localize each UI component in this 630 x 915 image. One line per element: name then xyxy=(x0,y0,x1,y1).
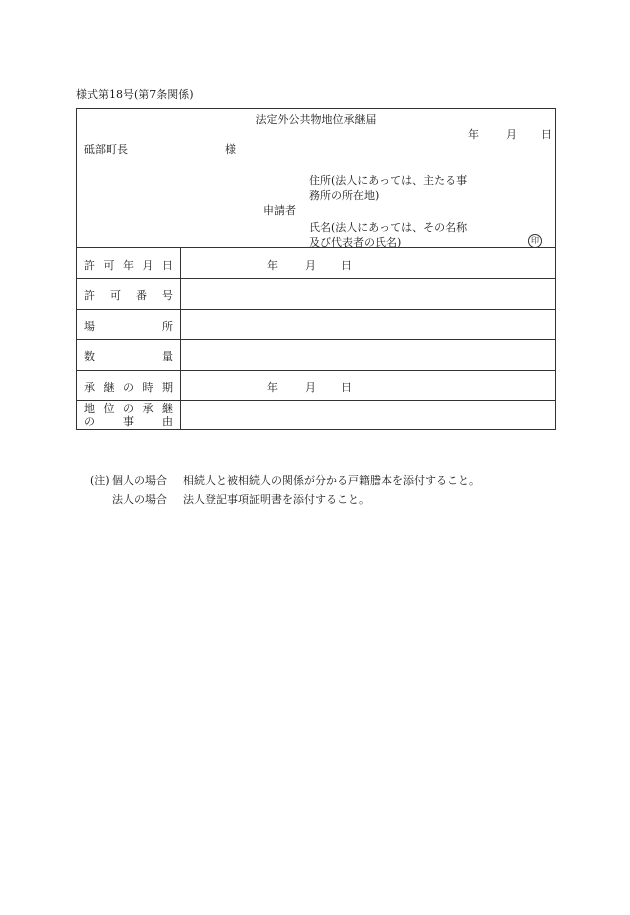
date-month: 月 xyxy=(506,128,517,141)
row-label-location: 場 所 xyxy=(84,320,173,333)
date-day: 日 xyxy=(541,128,552,141)
divider xyxy=(77,278,555,279)
honorific: 様 xyxy=(225,143,236,156)
row-label-permit-number: 許 可 番 号 xyxy=(84,289,173,302)
form-number: 様式第18号(第7条関係) xyxy=(76,88,194,101)
succession-time-day: 日 xyxy=(341,381,352,394)
note-individual-text: 相続人と被相続人の関係が分かる戸籍謄本を添付すること。 xyxy=(183,474,480,487)
row-label-quantity: 数 量 xyxy=(84,350,173,363)
divider xyxy=(77,370,555,371)
applicant-label: 申請者 xyxy=(263,204,296,217)
note-corporate-label: 法人の場合 xyxy=(112,493,167,506)
divider xyxy=(77,400,555,401)
form-title: 法定外公共物地位承継届 xyxy=(255,113,377,126)
row-label-permit-date: 許 可 年 月 日 xyxy=(84,259,173,272)
date-year: 年 xyxy=(468,128,479,141)
divider xyxy=(77,247,555,248)
divider xyxy=(77,309,555,310)
succession-time-year: 年 xyxy=(267,381,278,394)
row-label-succession-reason: 地 位 の 承 継 の 事 由 xyxy=(84,402,173,428)
permit-date-day: 日 xyxy=(341,259,352,272)
permit-date-month: 月 xyxy=(305,259,316,272)
note-corporate-text: 法人登記事項証明書を添付すること。 xyxy=(183,493,370,506)
row-label-succession-time: 承 継 の 時 期 xyxy=(84,381,173,394)
succession-time-month: 月 xyxy=(305,381,316,394)
address-line-1: 住所(法人にあっては、主たる事 xyxy=(309,174,468,187)
address-line-2: 務所の所在地) xyxy=(309,189,380,202)
seal-mark: 印 xyxy=(528,234,542,248)
column-divider xyxy=(180,247,181,430)
name-line-2: 及び代表者の氏名) xyxy=(309,236,402,249)
permit-date-year: 年 xyxy=(267,259,278,272)
notification-form xyxy=(76,108,556,430)
note-prefix: (注) xyxy=(90,474,110,487)
addressee: 砥部町長 xyxy=(84,143,128,156)
note-individual-label: 個人の場合 xyxy=(112,474,167,487)
name-line-1: 氏名(法人にあっては、その名称 xyxy=(309,221,468,234)
divider xyxy=(77,339,555,340)
